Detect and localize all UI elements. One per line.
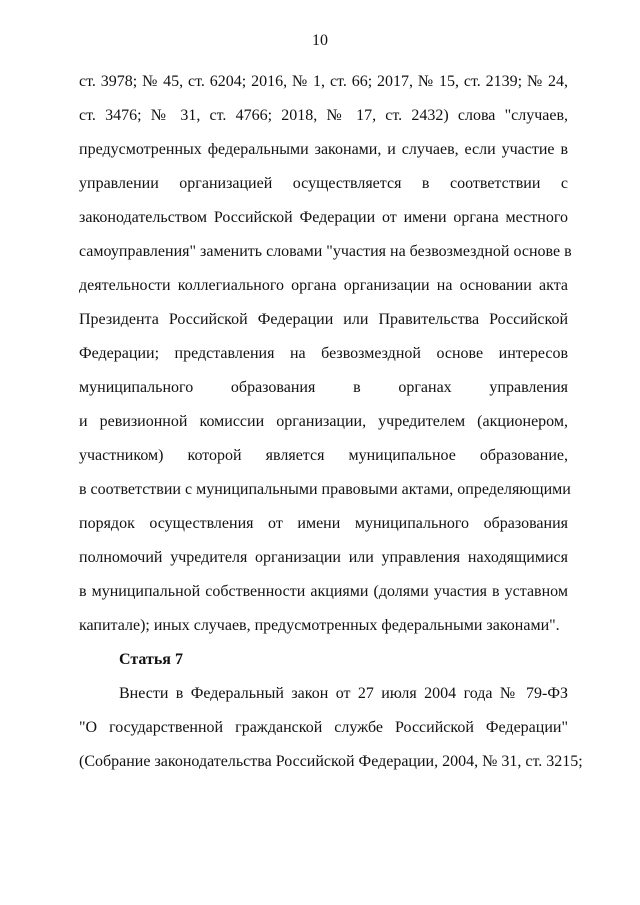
- text-line: порядок осуществления от имени муниципального образования: [79, 515, 568, 532]
- text-line: муниципального образования в органах управления: [79, 379, 568, 396]
- text-line: предусмотренных федеральными законами, и случаев, если участие в: [79, 141, 568, 158]
- text-line: Внести в Федеральный закон от 27 июля 2004 года № 79-ФЗ: [119, 685, 568, 702]
- text-line: (Собрание законодательства Российской Федерации, 2004, № 31, ст. 3215;: [79, 753, 583, 770]
- text-line: самоуправления" заменить словами "участия на безвозмездной основе в: [79, 243, 572, 260]
- text-line: в муниципальной собственности акциями (долями участия в уставном: [79, 583, 568, 600]
- text-line: полномочий учредителя организации или управления находящимися: [79, 549, 568, 566]
- text-line: законодательством Российской Федерации от имени органа местного: [79, 209, 568, 226]
- text-line: "О государственной гражданской службе Российской Федерации": [79, 719, 568, 736]
- page-number: 10: [312, 32, 328, 49]
- text-line: участником) которой является муниципальное образование,: [79, 447, 568, 464]
- article-heading: Статья 7: [119, 651, 183, 668]
- text-line: и ревизионной комиссии организации, учредителем (акционером,: [79, 413, 568, 430]
- text-line: капитале); иных случаев, предусмотренных федеральными законами".: [79, 617, 560, 634]
- text-line: в соответствии с муниципальными правовыми актами, определяющими: [79, 481, 571, 498]
- text-line: Президента Российской Федерации или Правительства Российской: [79, 311, 568, 328]
- text-line: ст. 3476; № 31, ст. 4766; 2018, № 17, ст. 2432) слова "случаев,: [79, 107, 568, 124]
- text-line: управлении организацией осуществляется в соответствии с: [79, 175, 568, 192]
- document-body: [79, 65, 583, 779]
- text-line: деятельности коллегиального органа организации на основании акта: [79, 277, 568, 294]
- text-line: ст. 3978; № 45, ст. 6204; 2016, № 1, ст. 66; 2017, № 15, ст. 2139; № 24,: [79, 73, 568, 90]
- text-line: Федерации; представления на безвозмездной основе интересов: [79, 345, 568, 362]
- paragraph-article-7-text: [79, 677, 583, 779]
- paragraph-amendment-text: [79, 65, 572, 643]
